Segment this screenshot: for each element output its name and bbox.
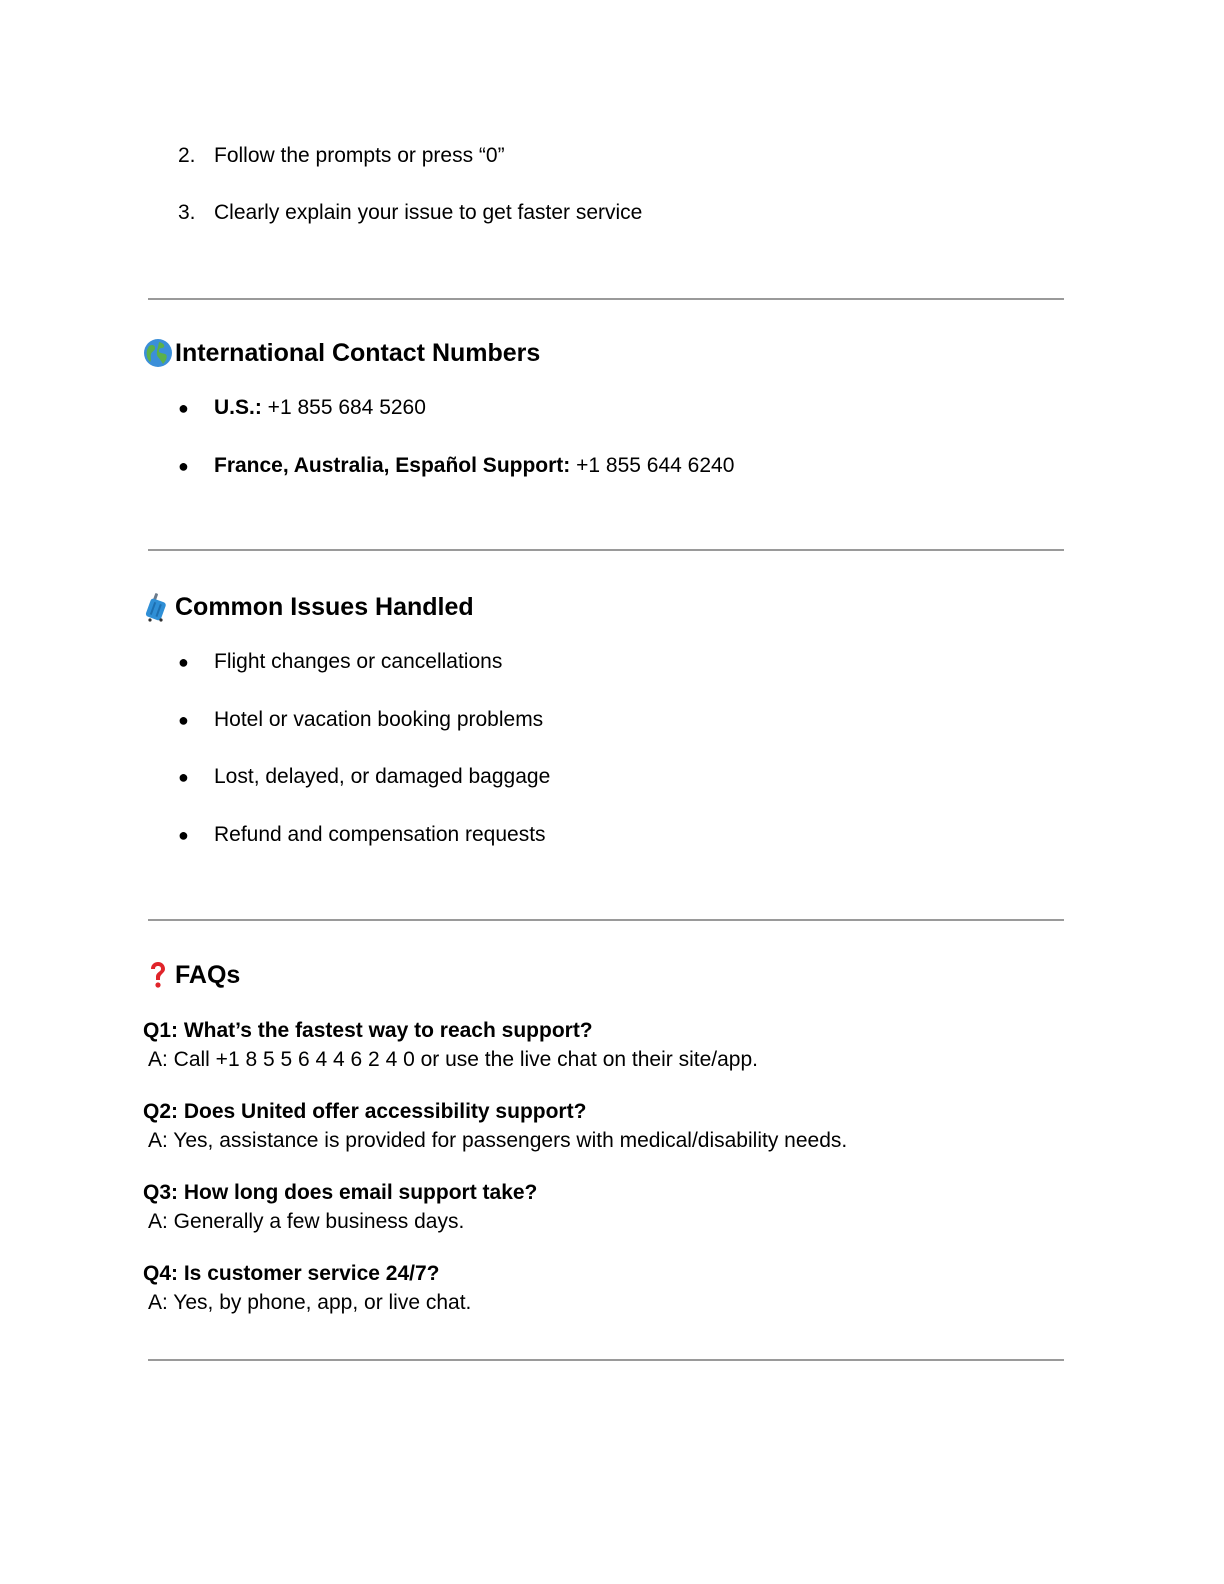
faq-question: Q4: Is customer service 24/7?: [143, 1262, 440, 1285]
faq-answer: A: Yes, by phone, app, or live chat.: [148, 1291, 472, 1314]
globe-icon: [143, 338, 175, 368]
faqs-heading: [143, 960, 240, 990]
step-text: Clearly explain your issue to get faster service: [214, 201, 643, 224]
issue-item: Refund and compensation requests: [214, 823, 546, 846]
faq-answer: A: Generally a few business days.: [148, 1210, 465, 1233]
issue-item: Hotel or vacation booking problems: [214, 708, 544, 731]
section-divider: [148, 549, 1064, 551]
faqs-title: FAQs: [175, 961, 241, 989]
international-heading: [143, 338, 540, 368]
bullet-dot: ●: [178, 825, 189, 845]
faq-answer: A: Call +1 8 5 5 6 4 4 6 2 4 0 or use the live chat on their site/app.: [148, 1048, 758, 1071]
bullet-dot: ●: [178, 398, 189, 418]
contact-label: France, Australia, Español Support:: [214, 454, 571, 477]
faq-question: Q2: Does United offer accessibility support?: [143, 1100, 587, 1123]
issues-heading: [143, 592, 474, 622]
section-divider: [148, 1359, 1064, 1361]
step-number: 3.: [178, 201, 196, 224]
issue-item: Flight changes or cancellations: [214, 650, 503, 673]
issues-title: Common Issues Handled: [175, 593, 474, 621]
bullet-dot: ●: [178, 652, 189, 672]
contact-label: U.S.:: [214, 396, 262, 419]
faq-answer: A: Yes, assistance is provided for passengers with medical/disability needs.: [148, 1129, 848, 1152]
bullet-dot: ●: [178, 767, 189, 787]
international-title: International Contact Numbers: [175, 339, 541, 367]
faq-question: Q1: What’s the fastest way to reach support?: [143, 1019, 593, 1042]
contact-number: +1 855 644 6240: [570, 454, 735, 477]
bullet-dot: ●: [178, 710, 189, 730]
issue-item: Lost, delayed, or damaged baggage: [214, 765, 551, 788]
step-number: 2.: [178, 144, 196, 167]
section-divider: [148, 298, 1064, 300]
contact-item: [214, 395, 426, 421]
contact-item: [214, 453, 734, 479]
question-mark-icon: [143, 960, 175, 990]
contact-number: +1 855 684 5260: [261, 396, 426, 419]
faq-question: Q3: How long does email support take?: [143, 1181, 538, 1204]
bullet-dot: ●: [178, 456, 189, 476]
step-text: Follow the prompts or press “0”: [214, 144, 505, 167]
section-divider: [148, 919, 1064, 921]
luggage-icon: [143, 592, 175, 622]
